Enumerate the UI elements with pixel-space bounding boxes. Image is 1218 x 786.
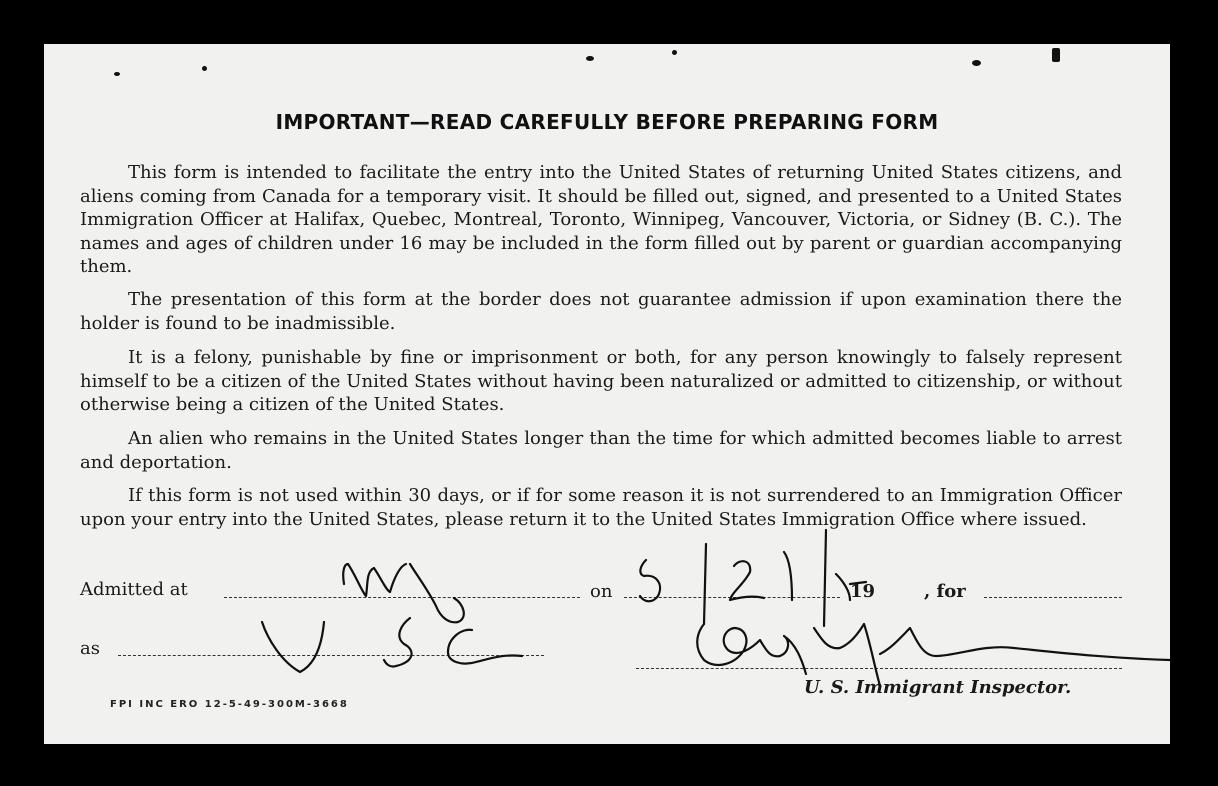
paragraph-return: If this form is not used within 30 days, or if for some reason it is not surrendered to an Immigration Officer upon your entry into the United States, please return it to the United States Immigration Office where issued. — [80, 485, 1122, 530]
form-title: IMPORTANT—READ CAREFULLY BEFORE PREPARING FORM — [275, 110, 939, 134]
year-prefix: 19 — [850, 581, 876, 602]
form-card — [44, 44, 1170, 744]
inspector-label: U. S. Immigrant Inspector. — [804, 677, 1072, 698]
handwritten-as — [262, 618, 522, 672]
as-label: as — [80, 638, 100, 659]
for-label: , for — [924, 581, 966, 602]
paragraph-alien: An alien who remains in the United States longer than the time for which admitted becomes liable to arrest and deportation. — [80, 428, 1122, 473]
paragraph-felony: It is a felony, punishable by fine or imprisonment or both, for any person knowingly to falsely represent himself to be a citizen of the United States without having been naturalized or admitted to citizenship, or without otherwise being a citizen of the United States. — [80, 347, 1122, 416]
inspector-signature — [697, 624, 1170, 686]
handwritten-date — [640, 530, 866, 626]
handwritten-ny — [343, 564, 464, 622]
form-number: FPI INC ERO 12-5-49-300M-3668 — [110, 699, 349, 710]
handwriting-layer — [44, 44, 1170, 744]
admitted-at-label: Admitted at — [80, 579, 188, 600]
on-label: on — [590, 581, 613, 602]
paragraph-presentation: The presentation of this form at the border does not guarantee admission if upon examination there the holder is found to be inadmissible. — [80, 289, 1122, 334]
paragraph-purpose: This form is intended to facilitate the entry into the United States of returning United States citizens, and aliens coming from Canada for a temporary visit. It should be filled out, signed, and presented to a United States Immigration Officer at Halifax, Quebec, Montreal, Toronto, Winnipeg, Vancouver, Victoria, or Sidney (B. C.). The names and ages of children under 16 may be included in the form filled out by parent or guardian accompanying them. — [80, 162, 1122, 278]
